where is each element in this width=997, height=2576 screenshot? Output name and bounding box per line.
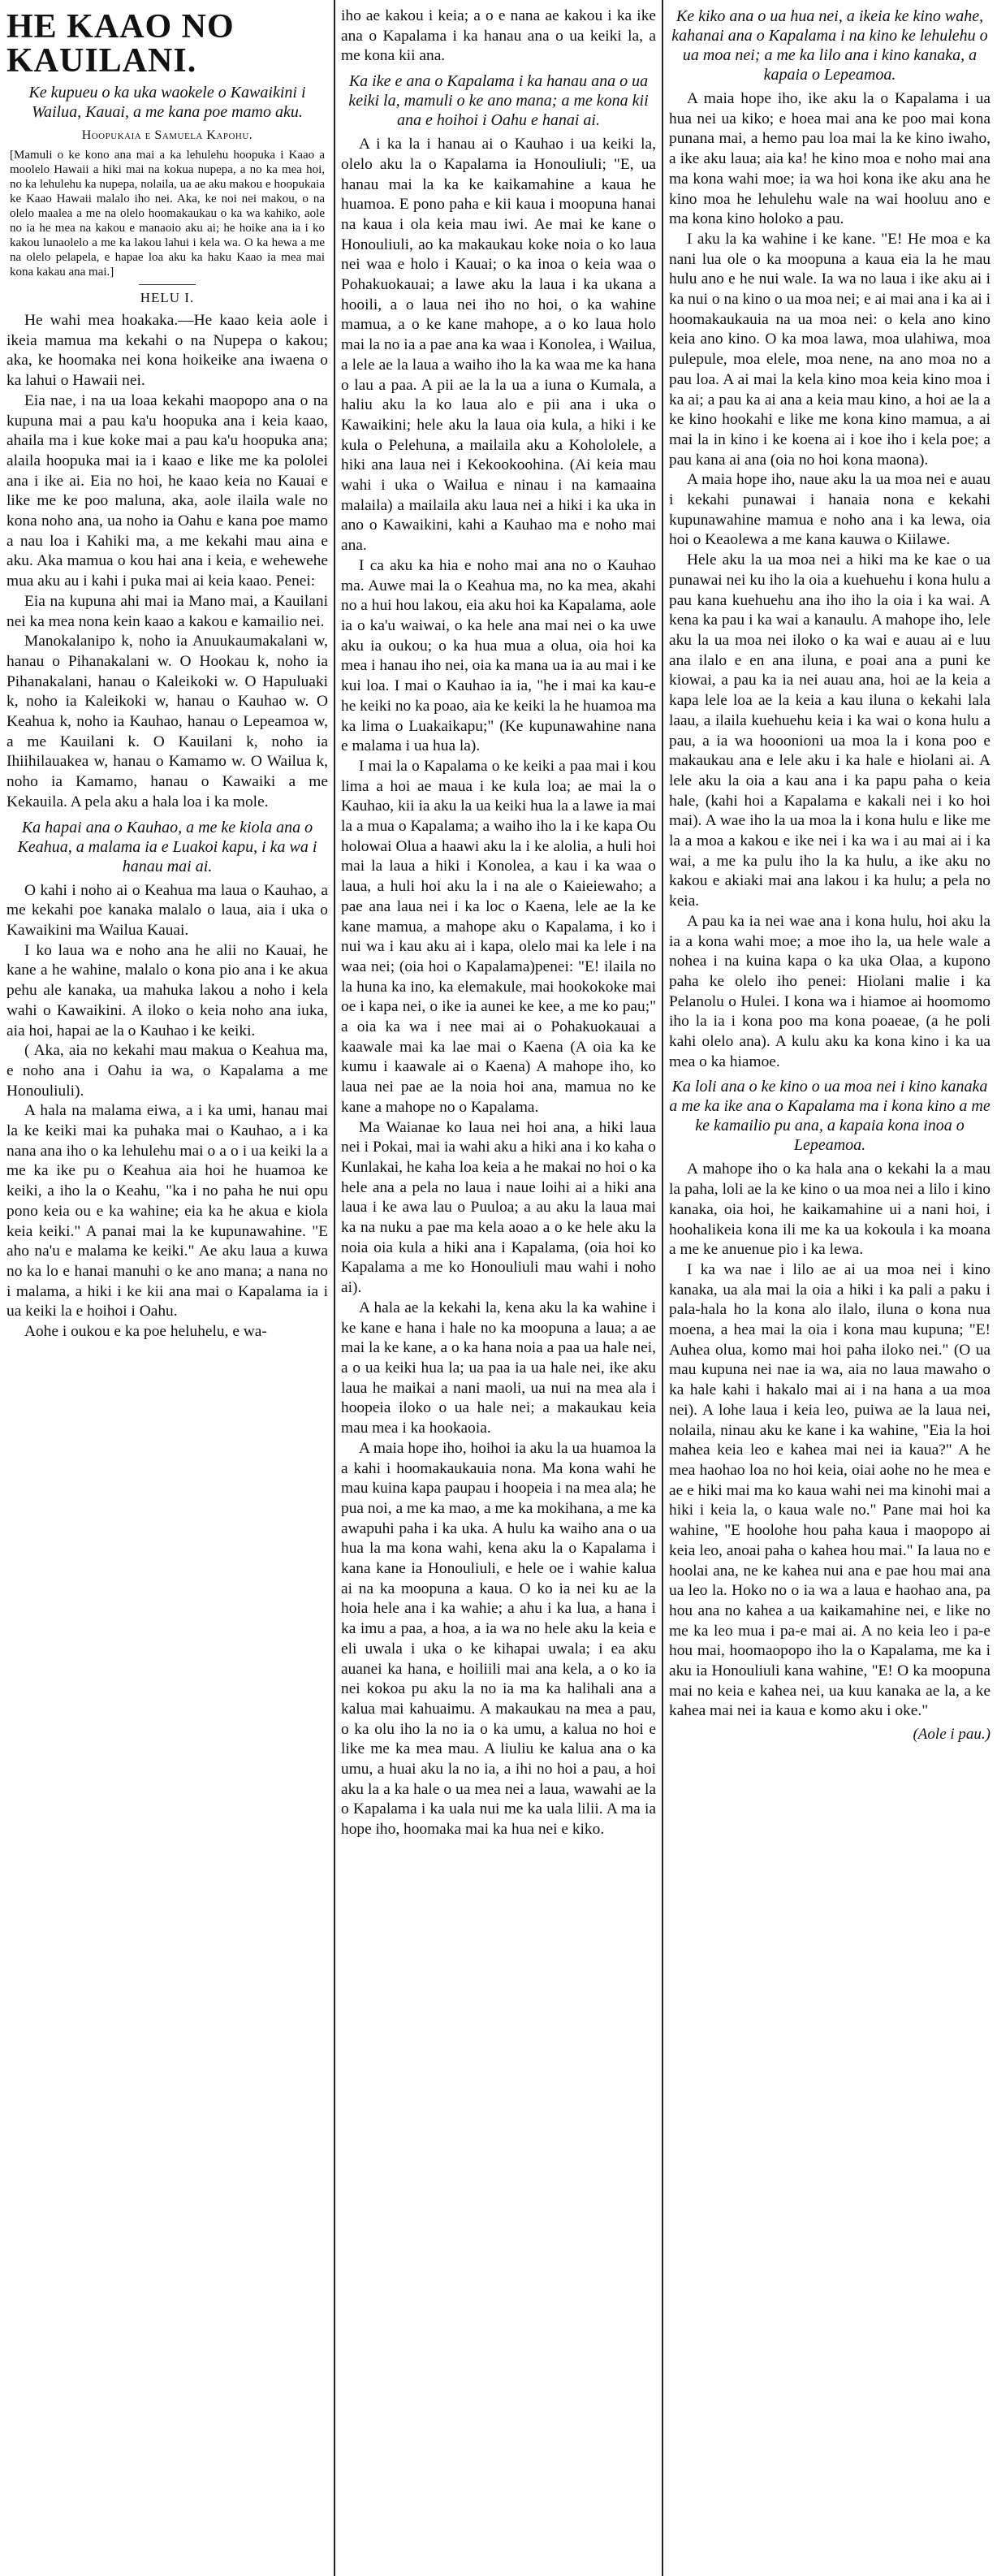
section-heading: Ke kiko ana o ua hua nei, a ikeia ke kino wahe, kahanai ana o Kapalama i na kino ke lehulehu o ua moa nei; a me ka lilo ana i kino kanaka, a kapaia o Lepeamoa. xyxy=(671,7,988,84)
paragraph: Hele aku la ua moa nei a hiki ma ke kae o ua punawai nei ku iho la oia a kuehuehu i kona hulu a pau kana kuehuehu ana iho iho la oia i ka wai. A kena ka pau i ka wai a kanaulu. A mahope iho, lele aku la ua moa nei iloko o ka wai e auau ai e luu ana ilalo e en ana iluna, e poai ana a puni ke kiowai, a pau ka ia nei auau ana, hoi ae la keia a kapa lele loa ae la keia a kau iluna o kekahi lala laau, a ilaila kuehuehu keia i ka wai o kona hulu a pau, a ia wa hooonioni ua moa la i kona poo e makaukau ana e lele aku i ka hale e hiolani ai. A lele aku la oia a kau ana i ka papu paha o keia hale, (kahi hoi a Kapalama e kakali nei i ko hoi mai). A wae iho la ua moa la i kona hulu e like me la a moa a kakou e ike nei i ka wa i au mai ai i ka wai, a me ka pulu iho la ka hulu, a ike aku no kakou e akiaki mai ana lakou i ka hulu; a pela no keia. xyxy=(669,551,991,910)
story-subtitle: Ke kupueu o ka uka waokele o Kawaikini i Wailua, Kauai, a me kana poe mamo aku. xyxy=(28,84,306,121)
paragraph: A maia hope iho, ike aku la o Kapalama i ua hua nei ua kiko; e hoea mai ana ke poo mai kona punana mai, a hemo pau loa mai la ke kino iwaho, a ike aku laua; aia ka! he kino moa e noho mai ana ma kona wahi moe; ia wa hoi kona ike aku ana he kino moa he lehulehu wale na wai hooluu ano e ma kona kino holoko a pau. xyxy=(669,90,991,228)
paragraph: I ca aku ka hia e noho mai ana no o Kauhao ma. Auwe mai la o Keahua ma, no ka mea, akahi no a hui hou lakou, eia aku hoi ka Kapalama, aole ia o ka'u waiwai, o ka hele ana mai nei o ka uwe aku ia oukou; o ka hua mua a olua, oia hoi ka mea i hanau iho nei, oia ka mana ua ia au mai i ke kui loa. I mai o Kauhao ia ia, "he i mai ka kau-e he keiki no ka poao, aia ke keiki la he huamoa ma ka lima o Luakaikapu;" (Ke kupunawahine nana e malama i ua hua la). xyxy=(341,556,656,755)
paragraph: iho ae kakou i keia; a o e nana ae kakou i ka ike ana o Kapalama i ka hanau ana o ua keiki la, a me kona kii ana. xyxy=(341,7,656,65)
column-3 xyxy=(663,0,997,2576)
part-number: HELU I. xyxy=(140,290,195,305)
paragraph: A mahope iho o ka hala ana o kekahi la a mau la paha, loli ae la ke kino o ua moa nei a lilo i kino kanaka, oia hoi, he kaikamahine ui a nani hoi, i hoohalikeia kona ili me ka ua kokoula i ka moana a me ke anuenue pio i ka lewa. xyxy=(669,1160,991,1259)
paragraph: ( Aka, aia no kekahi mau makua o Keahua ma, e noho ana i Oahu ia wa, o Kapalama a me Honouliuli). xyxy=(6,1042,328,1100)
section-heading: Ka loli ana o ke kino o ua moa nei i kino kanaka a me ka ike ana o Kapalama ma i kona kino a me ke kamailio pu ana, a kapaia kona inoa o Lepeamoa. xyxy=(669,1078,991,1155)
paragraph: I ka wa nae i lilo ae ai ua moa nei i kino kanaka, ua ala mai la oia a hiki i ka pali a paku i pala-hala ho la kona alo ilalo, iluna o kona nua moena, a hea mai la oia i kona mau kupuna; "E! Auhea olua, komo mai hoi paha iloko nei." (O ua mau kupuna nei nae ia wa, aia no laua mawaho o ka hale kahi i hakalo mai ai i na hana a ua moa nei). A lohe laua i keia leo, puiwa ae la laua nei, nolaila, ninau aku ke kane i ka wahine, "Eia la hoi mahea keia leo e kahea mai nei ia kaua?" A he mea haohao loa no hoi keia, oiai aohe no he mea e ae e hiki mai ma ko kaua wahi nei ma kinohi mai a hiki i keia la, o kaua wale no." Pane mai hoi ka wahine, "E hoolohe hou paha kaua i maopopo ai keia leo, anoai paha o kahea hou mai." Ia laua no e hoolai ana, ne ke kahea nui ana e pae hou mai ana ua leo la. Hoko no o ia wa a laua e haohao ana, pa hou ana no kahea a ua kaikamahine nei, e like no me ka leo mua i pa-e mai ai. A no keia leo i pa-e hou mai, hoomaopopo iho la o Kapalama, me ka i aku ia Honouliuli kana wahine, "E! O ka moopuna mai no keia e kahea nei, ua kuu kanaka ae la, a ke kahea mai nei ia kaua e komo aku i oke." xyxy=(669,1260,991,1720)
column-3-body xyxy=(669,6,991,1745)
paragraph: Ma Waianae ko laua nei hoi ana, a hiki laua nei i Pokai, mai ia wahi aku a hiki ana i ko kaha o Kunlakai, he kaha loa keia a he makai no hoi o ka hele ana a pela no laua i naue loihi ai a hiki ana laua i ke awa lau o Puuloa; a au aku la laua mai ka na nuku a pae ma kela aoao a o ke hele aku la noia oia kula a hiki ana i Kapalama, (oia hoi ko Kapalama a me ko Honouliuli mau wahi i noho ai). xyxy=(341,1118,656,1297)
column-1 xyxy=(0,0,334,2576)
paragraph: A hala ae la kekahi la, kena aku la ka wahine i ke kane e hana i hale no ka moopuna a laua; a ae mai la ke kane, a o ka hana noia a paa ua hale nei, a o ua keiki hua la; ua paa ia ua hale nei, ike aku laua he maikai a nani maoli, ua nui na mea ala i hoopeia iloko o ua hale nei; a makaukau keia mau mea i ka hookaoia. xyxy=(341,1299,656,1437)
paragraph: A pau ka ia nei wae ana i kona hulu, hoi aku la ia a kona wahi moe; a moe iho la, ua hele wale a nohea i na kuina kapa o ka uka Olaa, a kupono paha ke olelo iho penei: Hiolani malie i ka Pelanolu o Hulei. I kona wa i hiamoe ai hoomomo iho la ia i kona poo ma kona poaeae, (a he poli kahi olelo ana). A kulu aku ka kona kino i ka ua mea o ka hiamoe. xyxy=(669,912,991,1070)
paragraph: A i ka la i hanau ai o Kauhao i ua keiki la, olelo aku la o Kapalama ia Honouliuli; "E, ua hanau mai la ka ke kaikamahine a kaua he huamoa. E pono paha e kii kaua i moopuna hanai na kaua i ola keia mau iwi. Ae mai ke kane o Honouliuli, ao ka makaukau koke noia o ko laua nei waa e holo i Kauai; o ka inoa o keia waa o Pohakuokauai; a lawe aku la laua i ka ukana a hooili, a o laua nei iho no hoi, o ka wahine mamua, a o ke kane mahope, a o ko laua holo mai la no ia a pae ana ka waa i Konolea, i Wailua, a lele ae la laua a waiho iho la ka waa me ka hana o lau a paa. A pii ae la la ua a iuna o Kumala, a haliu aku la ko laua alo e pii ana i uka o Kawaikini; hele aku la laua oia kula, a hiki i ke kula o Pelehuna, a mailaila aku a Kohololele, a hiki ana laua nei i Kekookoohina. (Ai keia mau wahi i uka o Wailua e ninau i na kamaaina malaila) a mailaila aku laua nei a hiki i ka uka in ano o Kawaikini, kahi a Kauhao ma e noho mai ana. xyxy=(341,136,656,555)
paragraph: A hala na malama eiwa, a i ka umi, hanau mai la ke keiki mai ka puhaka mai o Kauhao, a i ka nana ana iho o ka lehulehu mai o a o i ua keiki la a me ka ike pu o Keahua aia hoi he huamoa ke keiki, a iho la o Keahu, "ka i no paha he nui opu pono keia ou e ka wahine; eia ka he akua e kiola keia keiki." A panai mai la ke kupunawahine. "E aho na'u e malama ke keiki." Ae aku laua a kuwa no ka lo e hanai manuhi o ke ano mana; a nana no i malama, a hiki i ke kii ana mai o Kapalama ia i ua keiki la e hoihoi i Oahu. xyxy=(6,1102,328,1320)
column-2-body xyxy=(341,6,656,1840)
paragraph: I mai la o Kapalama o ke keiki a paa mai i kou lima a hoi ae maua i ke kula loa; ae mai la o Kauhao, kii ia aku la ua keiki hua la a lawe ia mai la a mua o Kapalama; a waiho iho la i ke kapa Ou holowai Olua a haawi aku la i ke alolia, a huli hoi mai la laua a hiki i Konolea, a kau i ka waa o laua, a huli hoi aku la i na ale o Kaieiewaho; a pae ana laua nei i ka loc o Kaena, lele ae la ke kane mamua, a mahope aku o Kapalama, i ko i nui wa i kau aku ai i kapa, olelo mai ka lele i na waa nei; (oia hoi o Kapalama)penei: "E! ilaila no la huna ka ino, ka elemakule, mai hookokoke mai oe i kapa nei, o ike ia aunei ke kee, a me ko pau;" a oia ka wa i nee mai ai o Pohakuokauai a kaawale mai ka lae mai o Kaena (A oia ka ke kumu i kaawale ai o Kaena) A mahope iho, ko laua nei pae ae la noia hoi ana, mamua no ke kane a mahope no o Kapalama. xyxy=(341,757,656,1116)
story-title: HE KAAO NO KAUILANI. xyxy=(6,8,235,80)
paragraph: Manokalanipo k, noho ia Anuukaumakalani w, hanau o Pihanakalani w. O Hookau k, noho ia Pihanakalani, hanau o Kaleikoki w. O Hapuluaki k, noho ia Kaleikoki w, hanau o Kauhao w. O Keahua k, noho ia Kauhao, hanau o Lepeamoa w, a me Kauilani k. O Kauilani k, noho ia Ihiihilauakea w, hanau o Kamamo w. O Wailua k, noho ia Kamamo, hanau o Kawaiki a me Kekauila. A pela aku a hala loa i ka mole. xyxy=(6,633,328,810)
to-be-continued: (Aole i pau.) xyxy=(913,1726,991,1744)
paragraph: Aohe i oukou e ka poe heluhelu, e wa- xyxy=(24,1323,267,1341)
paragraph: I ko laua wa e noho ana he alii no Kauai, he kane a he wahine, malalo o kona pio ana i ke akua pehu ale kanaka, ua mahuka lakou a noho i kela wahi o Kawaikini. A iloko o keia noho ana iuka, aia hoi, hapai ae la o Kauhao i ke keiki. xyxy=(6,941,328,1039)
section-heading: Ka hapai ana o Kauhao, a me ke kiola ana o Keahua, a malama ia e Luakoi kapu, i ka wa i hanau mai ai. xyxy=(17,818,317,875)
paragraph: A maia hope iho, hoihoi ia aku la ua huamoa la a kahi i hoomakaukauia nona. Ma kona wahi he mau kuina kapa paupau i hoopeia i na mea ala; he pua noi, a me ka mao, a me ka mokihana, a me ka awapuhi paha i ka uka. A hulu ka waiho ana o ua hua la ma kona wahi, kena aku la o Kapalama i kana kane ia Honouliuli, e hele oe i wahie kalua ai na ka moopuna a kaua. O ko ia nei ku ae la hoia hele ana i ka wahie; a ahu i ka lua, a hana i ka imu a paa, a hoa, a ia wa no hele aku la keia e eli uwala i uka o ke kihapai uwala; i ea aku auanei ka hana, e hoiliili mai ana kela, a o ko ia nei kokoa pu aku la no ia ma ka halihali ana a kalua mai kahuaimu. A makaukau na mea a pau, o ka olu iho la no ia o ka umu, a kalua no hoi e like me ka mea mau. A liuliu ke kalua ana o ka umu, a huai aku la no ia, a ihi no hoi a pau, a hoi aku la a ka hale o ua mea nei a laua, wawahi ae la o Kapalama i ka uala nui me ka uala lilii. A ma ia hope iho, hoomaka mai ka hua nei e kiko. xyxy=(341,1439,656,1839)
editor-preface: [Mamuli o ke kono ana mai a ka lehulehu hoopuka i Kaao a moolelo Hawaii a hiki mai na kokua nupepa, a no ka mea hoi, no ka lehulehu ka nupepa, nolaila, ua ae aku makou e hoopukaia ke Kaao Hawaii malalo iho nei. Aka, ke noi nei makou, o na olelo maalea a me na olelo hoomakaukau o ka wa kahiko, aole no ia he mea na kakou e manaoio aku ai; he hoike ana ia i ko kakou lunaolelo a me ka lakou lahui i kela wa. O ka hewa a me na olelo pelapela, e hapae loa aku ka haku Kaao ia mea mai kona kakau ana mai.] xyxy=(10,149,325,279)
section-heading: Ka ike e ana o Kapalama i ka hanau ana o ua keiki la, mamuli o ke ano mana; a me kona kii ana e hoihoi i Oahu e hanai ai. xyxy=(348,72,649,130)
paragraph: Eia na kupuna ahi mai ia Mano mai, a Kauilani nei ka mea nona kein kaao a kakou e kamailio nei. xyxy=(6,592,328,630)
paragraph: A maia hope iho, naue aku la ua moa nei e auau i kekahi punawai i hanaia nona e kekahi kupunawahine mamua e noho ana i ka lewa, oia hoi o Keaolewa a me kana kauwa o Kiilawe. xyxy=(669,471,991,549)
paragraph: He wahi mea hoakaka.—He kaao keia aole i ikeia mamua ma kekahi o na Nupepa o kakou; aka, ke hoomaka nei kona hoikeike ana iwaena o ka lahui o Hawaii nei. xyxy=(6,312,328,390)
paragraph: Eia nae, i na ua loaa kekahi maopopo ana o na kupuna mai a pau ka'u hoopuka ana i keia kaao, ahaila ma i kue koke mai a pau ka'u hoopuka ana; alaila hoopuka mai ia i kaao e like me ka pololei ana i ike ai. Eia no hoi, he kaao keia no Kauai e like me ke poo maluna, aka, aole ilaila wale no kona noho ana, ua noho ia Oahu e kana poe mamo a nau loa i Kahiki ma, a me kekahi mau aina e aku. Aka mamua o kou hai ana i keia, e wehewehe mua aku au i kahi i puka mai ai keia kaao. Penei: xyxy=(6,391,328,590)
column-2 xyxy=(334,0,663,2576)
authors-line: Hoopukaia e Samuela Kapohu. xyxy=(81,128,253,142)
column-1-body xyxy=(6,311,328,1342)
paragraph: O kahi i noho ai o Keahua ma laua o Kauhao, a me kekahi poe kanaka malalo o laua, aia i uka o Kawaikini ma Wailua Kauai. xyxy=(6,881,328,939)
paragraph: I aku la ka wahine i ke kane. "E! He moa e ka nani lua ole o ka moopuna a kaua eia la he mau hulu ano e he nui wale. Ia wa no laua i ike aku ai i ka nui o na kino o ua moa nei; e ai mai ana i ka ai i hoomakaukauia na ua moa nei: o kela ano kino keia ano kino. O ka moa lawa, moa ulahiwa, moa pulepule, moa elele, moa nene, na ano moa no a pau loa. A ai mai la kela kino moa keia kino moa i ka ai; a pau ka ai ana a keia mau kino, a hoi ae la a ke kino hookahi e like me kona kino mamua, a ai mai la in kino i ke koena ai i koe iho i kela poe; a pau kana ai ana (oia no hoi kona maona). xyxy=(669,230,991,469)
divider xyxy=(139,284,196,285)
